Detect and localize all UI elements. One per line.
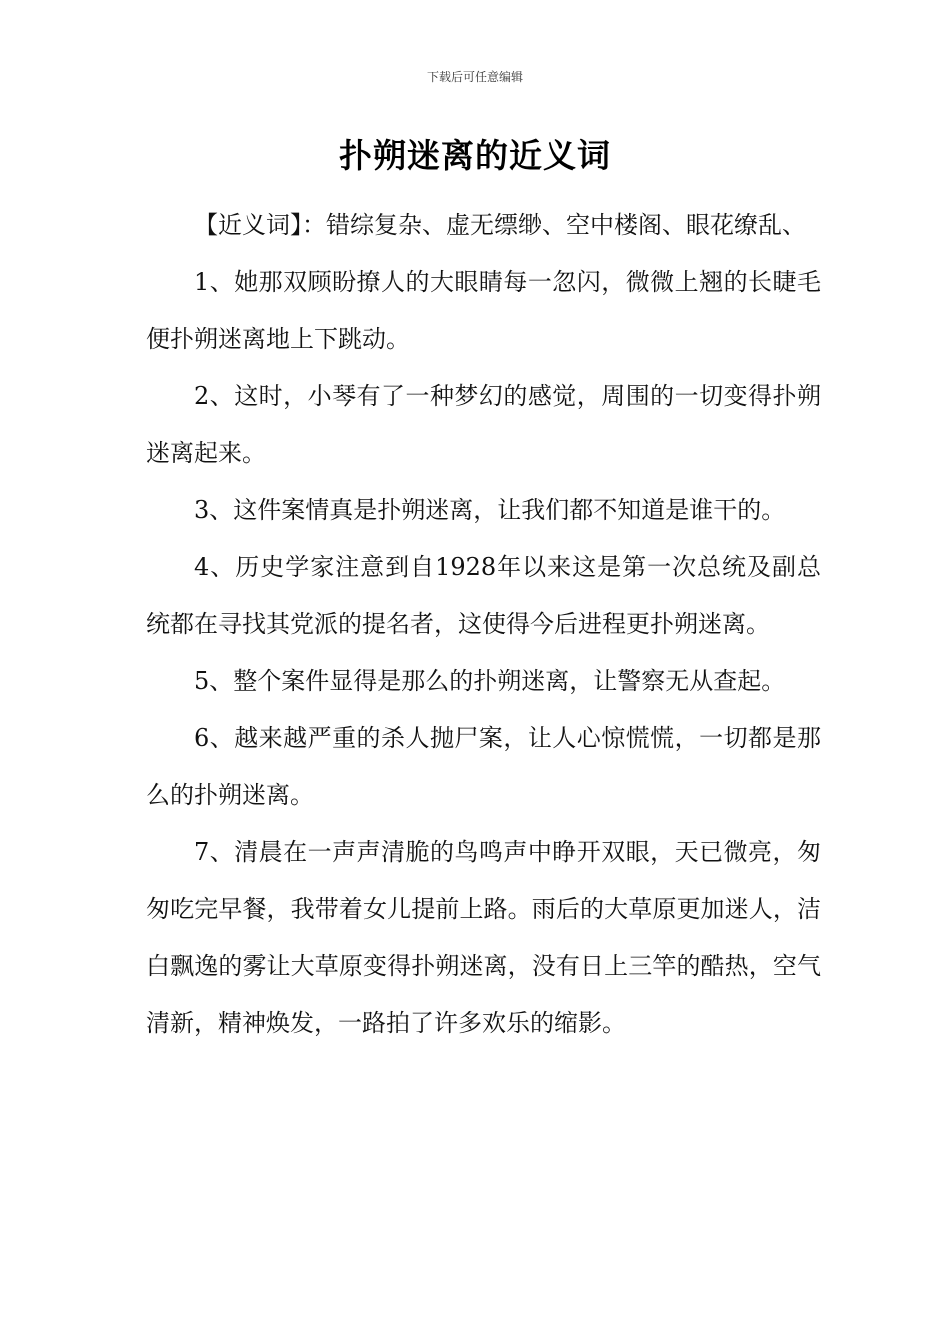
- paragraph-example-1: 1、她那双顾盼撩人的大眼睛每一忽闪，微微上翘的长睫毛便扑朔迷离地上下跳动。: [146, 268, 821, 353]
- paragraph-example-4: 4、历史学家注意到自1928年以来这是第一次总统及副总统都在寻找其党派的提名者，这使得今后进程更扑朔迷离。: [146, 553, 821, 638]
- paragraph-example-2: 2、这时，小琴有了一种梦幻的感觉，周围的一切变得扑朔迷离起来。: [146, 382, 821, 467]
- paragraph-synonyms: 【近义词】：错综复杂、虚无缥缈、空中楼阁、眼花缭乱、: [194, 211, 806, 239]
- paragraph-example-5: 5、整个案件显得是那么的扑朔迷离，让警察无从查起。: [194, 667, 786, 695]
- paragraph-example-7: 7、清晨在一声声清脆的鸟鸣声中睁开双眼，天已微亮，匆匆吃完早餐，我带着女儿提前上路。雨后的大草原更加迷人，洁白飘逸的雾让大草原变得扑朔迷离，没有日上三竿的酷热，空气清新，精神焕发，一路拍了许多欢乐的缩影。: [146, 838, 821, 1037]
- page-title: 扑朔迷离的近义词: [339, 136, 611, 175]
- document-body: [146, 197, 821, 1052]
- paragraph-example-3: 3、这件案情真是扑朔迷离，让我们都不知道是谁干的。: [194, 496, 786, 524]
- header-note: 下载后可任意编辑: [426, 70, 523, 84]
- paragraph-example-6: 6、越来越严重的杀人抛尸案，让人心惊慌慌，一切都是那么的扑朔迷离。: [146, 724, 821, 809]
